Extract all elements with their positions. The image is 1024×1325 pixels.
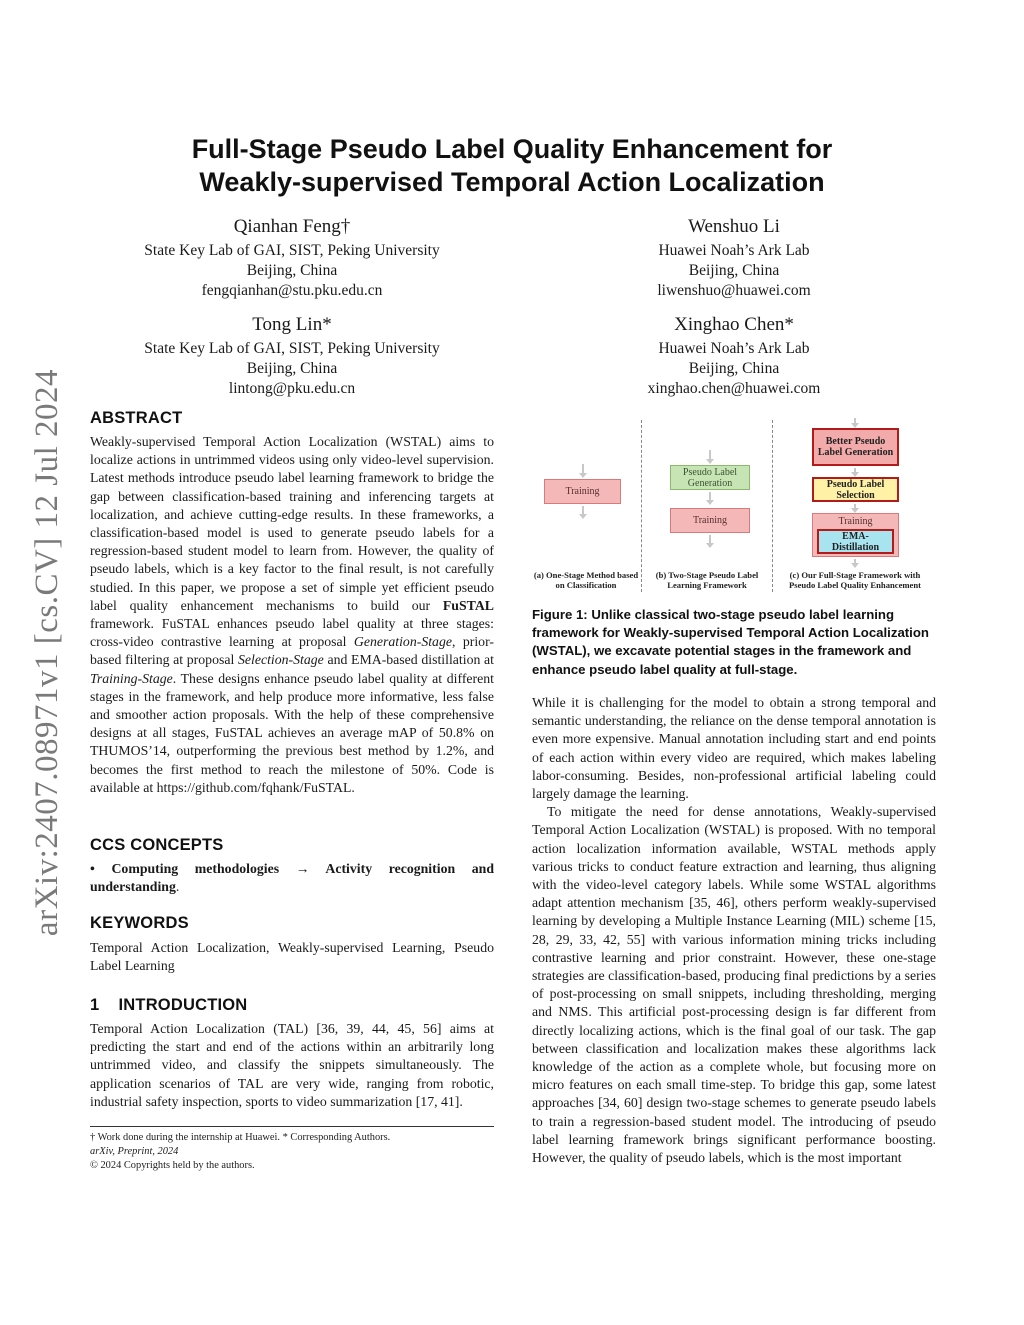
author-email[interactable]: liwenshuo@huawei.com bbox=[657, 282, 811, 299]
author-block bbox=[532, 215, 936, 301]
author-email[interactable]: xinghao.chen@huawei.com bbox=[647, 380, 821, 397]
abstract-text bbox=[90, 433, 494, 797]
footnotes bbox=[90, 1131, 494, 1174]
arrow-head bbox=[706, 459, 714, 464]
ccs-heading: CCS CONCEPTS bbox=[90, 836, 224, 854]
box-training-b: Training bbox=[670, 508, 750, 533]
arrow-head bbox=[579, 473, 587, 478]
intro-heading: 1 INTRODUCTION bbox=[90, 996, 248, 1014]
arxiv-stamp-text: arXiv:2407.08971v1 [cs.CV] 12 Jul 2024 bbox=[29, 368, 66, 937]
title-line-1: Full-Stage Pseudo Label Quality Enhancement for bbox=[191, 134, 833, 164]
selection-stage-term: Selection-Stage bbox=[237, 652, 324, 668]
keywords-text: Temporal Action Localization, Weakly-supervised Learning, Pseudo Label Learning bbox=[90, 940, 494, 974]
author-block bbox=[90, 313, 494, 399]
arxiv-stamp bbox=[20, 365, 76, 940]
box-training-c: Training bbox=[838, 515, 873, 527]
author-location: Beijing, China bbox=[688, 360, 780, 377]
abstract-part: . These designs enhance pseudo label quality at different stages in the framework, and help produce more informative, less false and smoother action proposals. With the help of these comprehensive designs at all stages, FuSTAL achieves an average mAP of 50.8% on THUMOS’14, outperforming the previous best method by 1.2%, and becomes the first method to reach the milestone of 50%. Code is available at https://github.com/fqhank/FuSTAL. bbox=[90, 670, 494, 795]
author-name: Tong Lin* bbox=[252, 314, 332, 335]
ccs-concept: Computing methodologies → Activity recognition and understanding bbox=[90, 861, 495, 895]
author-block bbox=[532, 313, 936, 399]
box-generation-b: Pseudo Label Generation bbox=[670, 465, 750, 490]
caption-b: (b) Two-Stage Pseudo Label Learning Framework bbox=[655, 570, 759, 590]
caption-c: (c) Our Full-Stage Framework with Pseudo Label Quality Enhancement bbox=[788, 570, 922, 590]
author-affiliation: Huawei Noah’s Ark Lab bbox=[658, 340, 810, 357]
intro-para-1: Temporal Action Localization (TAL) [36, 39, 44, 45, 56] aims at predicting the start and end of the actions within an arbitrarily long untrimmed video, and classify the snippets simultaneously. The application scenarios of TAL are very wide, ranging from robotic, industrial safety inspection, sports to video summarization [17, 41]. bbox=[90, 1021, 494, 1109]
fustal-name: FuSTAL bbox=[442, 597, 494, 613]
author-location: Beijing, China bbox=[246, 360, 338, 377]
author-affiliation: Huawei Noah’s Ark Lab bbox=[658, 242, 810, 259]
author-affiliation: State Key Lab of GAI, SIST, Peking University bbox=[144, 242, 440, 259]
intro-para-2: While it is challenging for the model to obtain a strong temporal and semantic understanding, the reliance on the dense temporal annotation is even more expensive. Manual annotation including start and end points of each action within every video are required, which makes labeling labor-consuming. Besides, non-professional artificial labeling could largely damage the learning. bbox=[532, 695, 936, 802]
caption-a: (a) One-Stage Method based on Classification bbox=[533, 570, 639, 590]
paper-title bbox=[100, 133, 924, 199]
arrow-head bbox=[706, 543, 714, 548]
abstract-part: , prior-based filtering at proposal bbox=[90, 634, 494, 668]
ccs-period: . bbox=[175, 879, 180, 895]
footnote-line: © 2024 Copyrights held by the authors. bbox=[90, 1160, 255, 1172]
keywords-heading: KEYWORDS bbox=[90, 914, 189, 932]
box-ema-distillation: EMA-Distillation bbox=[817, 529, 894, 554]
author-affiliation: State Key Lab of GAI, SIST, Peking University bbox=[144, 340, 440, 357]
figure-1 bbox=[532, 418, 936, 598]
training-stage-term: Training-Stage bbox=[90, 670, 173, 686]
abstract-part: framework. FuSTAL enhances pseudo label quality at three stages: cross-video contrastive learning at proposal bbox=[90, 616, 494, 650]
author-email[interactable]: lintong@pku.edu.cn bbox=[228, 380, 356, 397]
author-name: Xinghao Chen* bbox=[674, 314, 794, 335]
author-name: Qianhan Feng† bbox=[233, 216, 351, 237]
figure-divider bbox=[641, 420, 642, 592]
generation-stage-term: Generation-Stage bbox=[353, 634, 452, 650]
author-location: Beijing, China bbox=[688, 262, 780, 279]
footnote-line: arXiv, Preprint, 2024 bbox=[90, 1146, 179, 1158]
footnote-divider bbox=[90, 1126, 494, 1127]
box-better-generation: Better Pseudo Label Generation bbox=[812, 428, 899, 466]
figure-caption: Figure 1: Unlike classical two-stage pseudo label learning framework for Weakly-supervised Temporal Action Localization (WSTAL), we excavate potential stages in the framework and enhance pseudo label quality at full-stage. bbox=[532, 607, 929, 677]
author-name: Wenshuo Li bbox=[688, 216, 780, 237]
arrow-head bbox=[851, 563, 859, 568]
box-selection: Pseudo Label Selection bbox=[812, 477, 899, 502]
abstract-part: Weakly-supervised Temporal Action Localization (WSTAL) aims to localize actions in untrimmed videos using only video-level supervision. Latest methods introduce pseudo label learning framework to bridge the gap between classification-based training and inferencing targets at localization, and achieve cutting-edge results. In these frameworks, a classification-based model is used to generate pseudo labels for a regression-based student model to learn from. However, the quality of pseudo labels, which is a key factor to the final result, is not carefully studied. In this paper, we propose a set of simple yet efficient pseudo label quality enhancement mechanisms to build our bbox=[90, 434, 494, 613]
abstract-heading: ABSTRACT bbox=[90, 409, 183, 427]
footnote-line: † Work done during the internship at Huawei. * Corresponding Authors. bbox=[90, 1132, 391, 1143]
figure-divider bbox=[772, 420, 773, 592]
arrow-head bbox=[706, 500, 714, 505]
ccs-bullet: • bbox=[90, 861, 95, 876]
arrow-head bbox=[579, 514, 587, 519]
intro-para-3: To mitigate the need for dense annotations, Weakly-supervised Temporal Action Localization (WSTAL) is proposed. With no temporal action localization information available, WSTAL methods apply various tricks to conduct feature extraction and learning, thus aligning with the video-level category labels. While some WSTAL algorithms adapt attention mechanism [35, 46], others perform weakly-supervised learning by developing a Multiple Instance Learning (MIL) scheme [15, 28, 29, 33, 42, 55] with various information mining tricks including contrastive learning and prior constraint. However, these one-stage strategies are classification-based, producing final predictions by a series of post-processing on small snippets, including thresholding, merging and NMS. This artificial post-processing design is far different from directly localizing actions, which is the final goal of our task. The gap between classification and localization makes these algorithms lack knowledge of the action as a complete whole, but focusing more on micro features on each small time-step. To bridge this gap, some latest approaches [34, 60] design two-stage schemes to generate pseudo labels to train a regression-based student model. The introducing of pseudo label learning framework brings significant performance boosting. However, the quality of pseudo labels, which is the most important bbox=[532, 804, 936, 1166]
box-training-a: Training bbox=[544, 479, 621, 504]
abstract-part: and EMA-based distillation at bbox=[323, 652, 494, 668]
author-email[interactable]: fengqianhan@stu.pku.edu.cn bbox=[201, 282, 383, 299]
intro-right-column bbox=[532, 694, 936, 1167]
author-block bbox=[90, 215, 494, 301]
author-location: Beijing, China bbox=[246, 262, 338, 279]
ccs-text bbox=[90, 860, 494, 896]
title-line-2: Weakly-supervised Temporal Action Localization bbox=[199, 167, 825, 197]
